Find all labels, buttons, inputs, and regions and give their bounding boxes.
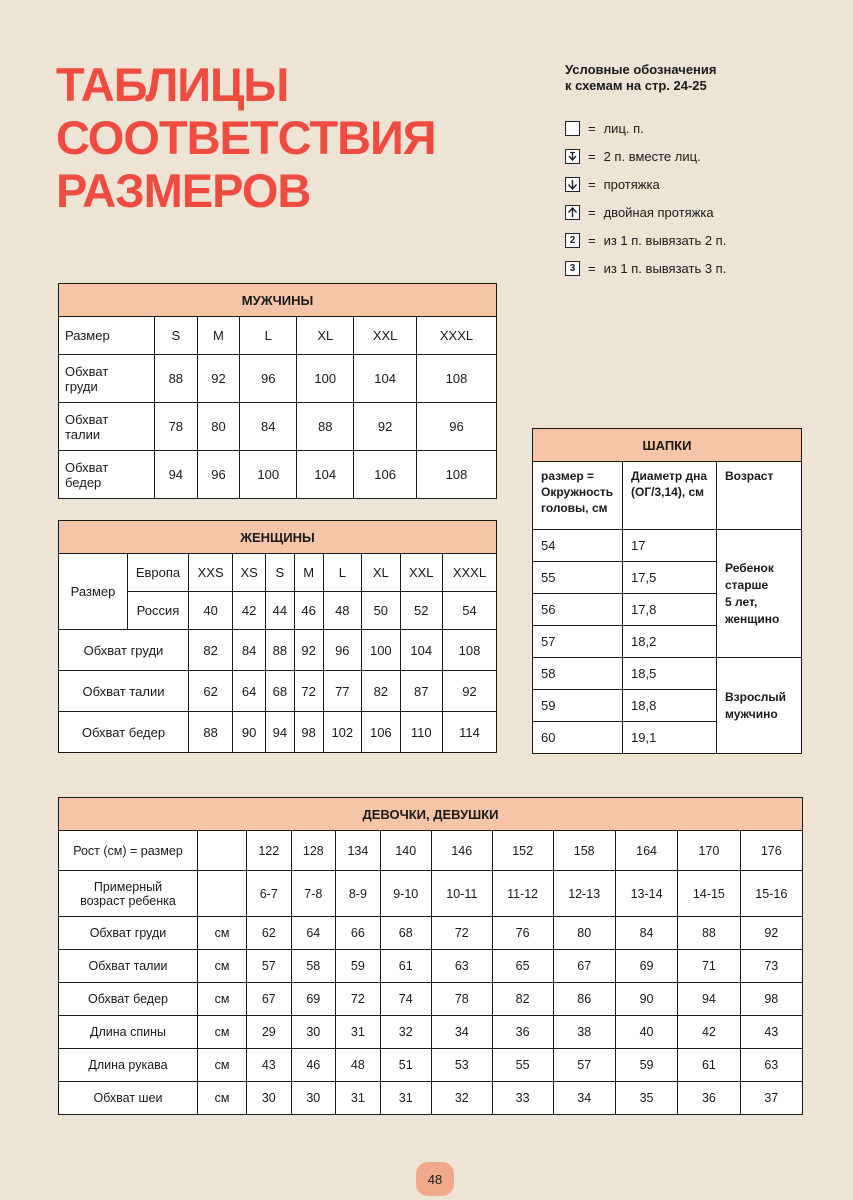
- hats-size-table: [532, 428, 802, 754]
- table-cell: 31: [336, 1016, 381, 1049]
- age-cell: Взрослый мужчино: [717, 658, 802, 754]
- empty-square-icon: [565, 121, 580, 136]
- table-cell: 92: [197, 355, 240, 403]
- table-cell: 122: [247, 831, 292, 871]
- table-cell: 69: [291, 983, 336, 1016]
- table-cell: 61: [380, 950, 431, 983]
- table-cell: 38: [553, 1016, 615, 1049]
- table-cell: 18,2: [623, 626, 717, 658]
- table-cell: 55: [533, 562, 623, 594]
- table-cell: 58: [533, 658, 623, 690]
- table-row: [59, 983, 803, 1016]
- table-row: [59, 917, 803, 950]
- title-line: ТАБЛИЦЫ: [56, 58, 289, 111]
- unit-cell: [198, 871, 247, 917]
- row-label: Обхват бедер: [59, 983, 198, 1016]
- legend-item: 3 = из 1 п. вывязать 3 п.: [565, 254, 825, 282]
- table-cell: 82: [492, 983, 553, 1016]
- table-cell: 60: [533, 722, 623, 754]
- table-cell: 15-16: [740, 871, 802, 917]
- table-row: [59, 671, 497, 712]
- table-cell: 32: [431, 1082, 492, 1115]
- row-label: Обхват бедер: [59, 712, 189, 753]
- table-row: [59, 1049, 803, 1082]
- table-cell: 82: [189, 630, 233, 671]
- table-cell: 108: [417, 451, 497, 499]
- unit-cell: см: [198, 983, 247, 1016]
- table-cell: 164: [615, 831, 677, 871]
- table-cell: 42: [678, 1016, 740, 1049]
- table-cell: M: [197, 317, 240, 355]
- table-cell: 64: [291, 917, 336, 950]
- table-cell: 104: [297, 451, 354, 499]
- table-cell: 36: [678, 1082, 740, 1115]
- table-header: ЖЕНЩИНЫ: [59, 521, 497, 554]
- table-cell: 98: [294, 712, 323, 753]
- age-cell: Ребенок старше 5 лет, женщино: [717, 530, 802, 658]
- table-row: [533, 462, 802, 530]
- table-cell: 59: [336, 950, 381, 983]
- table-cell: S: [265, 554, 294, 592]
- table-cell: 84: [240, 403, 297, 451]
- table-row: [59, 554, 497, 592]
- table-cell: 96: [323, 630, 362, 671]
- table-row: [533, 530, 802, 562]
- legend-item: = 2 п. вместе лиц.: [565, 142, 825, 170]
- table-cell: XXS: [189, 554, 233, 592]
- table-cell: 34: [431, 1016, 492, 1049]
- table-cell: 62: [189, 671, 233, 712]
- table-cell: 7-8: [291, 871, 336, 917]
- row-label: Рост (см) = размер: [59, 831, 198, 871]
- legend-item: = протяжка: [565, 170, 825, 198]
- unit-cell: см: [198, 1016, 247, 1049]
- title-line: СООТВЕТСТВИЯ: [56, 111, 436, 164]
- table-cell: 146: [431, 831, 492, 871]
- arrow-up-icon: [565, 205, 580, 220]
- table-cell: 37: [740, 1082, 802, 1115]
- table-cell: 72: [294, 671, 323, 712]
- table-cell: L: [240, 317, 297, 355]
- table-cell: 63: [740, 1049, 802, 1082]
- table-cell: 72: [336, 983, 381, 1016]
- table-cell: 158: [553, 831, 615, 871]
- table-cell: 55: [492, 1049, 553, 1082]
- table-cell: XXXL: [442, 554, 496, 592]
- table-cell: 31: [336, 1082, 381, 1115]
- table-cell: 34: [553, 1082, 615, 1115]
- table-cell: 102: [323, 712, 362, 753]
- row-label: Размер: [59, 554, 128, 630]
- table-cell: XS: [233, 554, 266, 592]
- table-cell: 88: [297, 403, 354, 451]
- table-cell: 62: [247, 917, 292, 950]
- table-cell: 59: [615, 1049, 677, 1082]
- row-sublabel: Россия: [128, 592, 189, 630]
- table-cell: 106: [362, 712, 401, 753]
- table-cell: 67: [553, 950, 615, 983]
- page-title: [56, 58, 436, 217]
- table-cell: 52: [400, 592, 442, 630]
- table-cell: 90: [615, 983, 677, 1016]
- table-cell: 18,5: [623, 658, 717, 690]
- row-label: Длина рукава: [59, 1049, 198, 1082]
- table-cell: 94: [678, 983, 740, 1016]
- table-cell: 69: [615, 950, 677, 983]
- table-cell: 57: [247, 950, 292, 983]
- table-cell: 31: [380, 1082, 431, 1115]
- table-cell: 96: [417, 403, 497, 451]
- table-header: ДЕВОЧКИ, ДЕВУШКИ: [59, 798, 803, 831]
- table-cell: 76: [492, 917, 553, 950]
- table-cell: 80: [553, 917, 615, 950]
- table-row: [59, 712, 497, 753]
- table-cell: 108: [417, 355, 497, 403]
- table-cell: 87: [400, 671, 442, 712]
- table-cell: 61: [678, 1049, 740, 1082]
- column-header: размер = Окружность головы, см: [533, 462, 623, 530]
- table-cell: 43: [740, 1016, 802, 1049]
- table-cell: 14-15: [678, 871, 740, 917]
- table-cell: 84: [615, 917, 677, 950]
- row-label: Обхват груди: [59, 917, 198, 950]
- decrease-icon: [565, 149, 580, 164]
- table-cell: 84: [233, 630, 266, 671]
- table-cell: 12-13: [553, 871, 615, 917]
- table-cell: 68: [265, 671, 294, 712]
- table-cell: 13-14: [615, 871, 677, 917]
- legend-item: 2 = из 1 п. вывязать 2 п.: [565, 226, 825, 254]
- table-header: МУЖЧИНЫ: [59, 284, 497, 317]
- table-cell: 65: [492, 950, 553, 983]
- table-cell: 54: [442, 592, 496, 630]
- row-label: Длина спины: [59, 1016, 198, 1049]
- table-cell: 74: [380, 983, 431, 1016]
- table-row: [59, 831, 803, 871]
- table-cell: XXXL: [417, 317, 497, 355]
- table-cell: 57: [533, 626, 623, 658]
- table-cell: 88: [155, 355, 198, 403]
- unit-cell: см: [198, 950, 247, 983]
- table-cell: 128: [291, 831, 336, 871]
- table-cell: 73: [740, 950, 802, 983]
- title-line: РАЗМЕРОВ: [56, 164, 311, 217]
- arrow-down-icon: [565, 177, 580, 192]
- table-row: [59, 1082, 803, 1115]
- table-cell: 96: [240, 355, 297, 403]
- men-size-table: [58, 283, 497, 499]
- table-cell: 88: [189, 712, 233, 753]
- column-header: Возраст: [717, 462, 802, 530]
- table-cell: 33: [492, 1082, 553, 1115]
- table-cell: 108: [442, 630, 496, 671]
- table-cell: 19,1: [623, 722, 717, 754]
- table-cell: 17,5: [623, 562, 717, 594]
- table-cell: 36: [492, 1016, 553, 1049]
- table-cell: 18,8: [623, 690, 717, 722]
- legend-title: Условные обозначения к схемам на стр. 24-25: [565, 62, 717, 93]
- table-cell: 94: [265, 712, 294, 753]
- table-cell: 110: [400, 712, 442, 753]
- table-cell: 100: [240, 451, 297, 499]
- table-cell: 6-7: [247, 871, 292, 917]
- table-cell: 170: [678, 831, 740, 871]
- column-header: Диаметр дна (ОГ/3,14), см: [623, 462, 717, 530]
- table-cell: 98: [740, 983, 802, 1016]
- unit-cell: см: [198, 1082, 247, 1115]
- table-row: [59, 317, 497, 355]
- table-cell: 88: [265, 630, 294, 671]
- unit-cell: [198, 831, 247, 871]
- unit-cell: см: [198, 1049, 247, 1082]
- table-cell: XXL: [354, 317, 417, 355]
- women-size-table: [58, 520, 497, 753]
- table-cell: 152: [492, 831, 553, 871]
- table-row: [59, 630, 497, 671]
- table-cell: 17: [623, 530, 717, 562]
- table-cell: 78: [431, 983, 492, 1016]
- table-cell: 114: [442, 712, 496, 753]
- table-cell: 40: [189, 592, 233, 630]
- table-row: [59, 451, 497, 499]
- table-cell: 100: [297, 355, 354, 403]
- table-cell: 100: [362, 630, 401, 671]
- table-cell: 176: [740, 831, 802, 871]
- table-cell: 92: [294, 630, 323, 671]
- table-cell: 104: [354, 355, 417, 403]
- row-label: Обхват шеи: [59, 1082, 198, 1115]
- table-cell: 92: [740, 917, 802, 950]
- table-row: [59, 403, 497, 451]
- table-cell: 92: [354, 403, 417, 451]
- table-cell: 30: [247, 1082, 292, 1115]
- row-label: Обхват груди: [59, 355, 155, 403]
- table-cell: 140: [380, 831, 431, 871]
- table-cell: 46: [294, 592, 323, 630]
- table-cell: 77: [323, 671, 362, 712]
- table-row: [59, 1016, 803, 1049]
- table-cell: 86: [553, 983, 615, 1016]
- table-cell: 17,8: [623, 594, 717, 626]
- table-cell: 68: [380, 917, 431, 950]
- table-cell: XXL: [400, 554, 442, 592]
- table-row: [59, 355, 497, 403]
- row-label: Обхват талии: [59, 671, 189, 712]
- table-cell: 35: [615, 1082, 677, 1115]
- legend-list: [565, 114, 825, 282]
- legend-item: = двойная протяжка: [565, 198, 825, 226]
- table-cell: 57: [553, 1049, 615, 1082]
- row-label: Обхват бедер: [59, 451, 155, 499]
- table-cell: 67: [247, 983, 292, 1016]
- table-cell: 50: [362, 592, 401, 630]
- table-cell: 44: [265, 592, 294, 630]
- table-cell: 80: [197, 403, 240, 451]
- table-cell: 88: [678, 917, 740, 950]
- row-label: Размер: [59, 317, 155, 355]
- table-cell: 92: [442, 671, 496, 712]
- table-cell: 40: [615, 1016, 677, 1049]
- table-cell: XL: [362, 554, 401, 592]
- girls-size-table: [58, 797, 803, 1115]
- legend: [565, 62, 825, 282]
- table-cell: 30: [291, 1016, 336, 1049]
- table-cell: 94: [155, 451, 198, 499]
- table-cell: M: [294, 554, 323, 592]
- table-cell: 51: [380, 1049, 431, 1082]
- table-row: [59, 871, 803, 917]
- increase-2-icon: 2: [565, 233, 580, 248]
- table-cell: 8-9: [336, 871, 381, 917]
- table-cell: L: [323, 554, 362, 592]
- row-label: Примерный возраст ребенка: [59, 871, 198, 917]
- table-cell: 56: [533, 594, 623, 626]
- row-label: Обхват талии: [59, 403, 155, 451]
- table-cell: 29: [247, 1016, 292, 1049]
- table-cell: 78: [155, 403, 198, 451]
- table-cell: 66: [336, 917, 381, 950]
- table-cell: 48: [323, 592, 362, 630]
- table-cell: 72: [431, 917, 492, 950]
- table-cell: 96: [197, 451, 240, 499]
- increase-3-icon: 3: [565, 261, 580, 276]
- table-cell: 30: [291, 1082, 336, 1115]
- table-cell: 32: [380, 1016, 431, 1049]
- table-cell: 10-11: [431, 871, 492, 917]
- table-cell: 106: [354, 451, 417, 499]
- row-sublabel: Европа: [128, 554, 189, 592]
- table-header: ШАПКИ: [533, 429, 802, 462]
- table-cell: 54: [533, 530, 623, 562]
- table-cell: 90: [233, 712, 266, 753]
- row-label: Обхват талии: [59, 950, 198, 983]
- table-cell: 64: [233, 671, 266, 712]
- table-cell: 53: [431, 1049, 492, 1082]
- legend-item: = лиц. п.: [565, 114, 825, 142]
- table-cell: 43: [247, 1049, 292, 1082]
- table-cell: 11-12: [492, 871, 553, 917]
- table-row: [533, 658, 802, 690]
- table-row: [59, 950, 803, 983]
- table-cell: 59: [533, 690, 623, 722]
- row-label: Обхват груди: [59, 630, 189, 671]
- table-cell: 63: [431, 950, 492, 983]
- table-cell: 71: [678, 950, 740, 983]
- table-cell: 82: [362, 671, 401, 712]
- table-cell: 104: [400, 630, 442, 671]
- unit-cell: см: [198, 917, 247, 950]
- table-cell: 42: [233, 592, 266, 630]
- table-cell: 48: [336, 1049, 381, 1082]
- table-cell: 9-10: [380, 871, 431, 917]
- table-cell: 46: [291, 1049, 336, 1082]
- table-cell: 58: [291, 950, 336, 983]
- table-cell: 134: [336, 831, 381, 871]
- page-number: 48: [416, 1162, 454, 1196]
- table-cell: S: [155, 317, 198, 355]
- table-cell: XL: [297, 317, 354, 355]
